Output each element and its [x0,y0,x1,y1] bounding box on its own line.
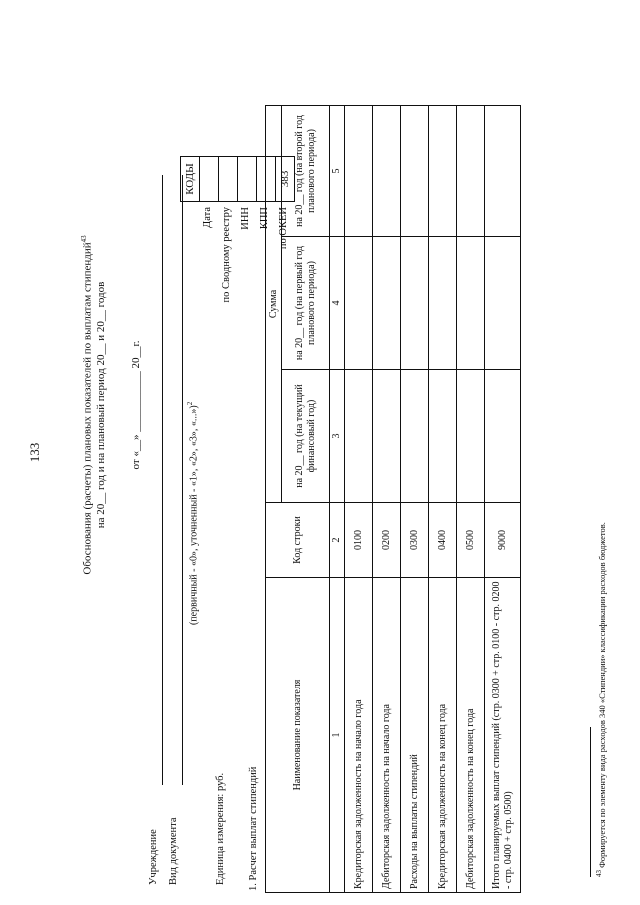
doc-type-hint-text: (первичный - «0», уточненный - «1», «2», «3», «...») [188,405,200,625]
page-number: 133 [27,442,42,463]
row-value-second[interactable] [401,105,429,236]
col-number-3: 3 [330,370,345,503]
codes-label-registry: по Сводному реестру [221,207,232,303]
institution-label: Учреждение [148,829,159,885]
form-title-line1: Обоснования (расчеты) плановых показателей по выплатам стипендий [81,242,94,575]
row-value-first[interactable] [345,237,373,370]
doc-type-label: Вид документа [168,817,179,885]
row-value-second[interactable] [345,105,373,236]
doc-type-hint [186,402,200,625]
codes-label-inn: ИНН [240,207,251,230]
codes-registry-value[interactable] [219,157,238,202]
row-name: Кредиторская задолженность на начало года [345,578,373,893]
footnote [595,177,608,877]
row-value-current[interactable] [373,370,401,503]
row-code-total: 9000 [485,503,521,578]
row-value-first[interactable] [373,237,401,370]
row-code: 0200 [373,503,401,578]
row-name: Дебиторская задолженность на конец года [457,578,485,893]
section-title: 1. Расчет выплат стипендий [248,766,259,891]
row-value-current[interactable] [429,370,457,503]
table-row [457,105,485,892]
row-value-current[interactable] [345,370,373,503]
table-row [429,105,457,892]
row-name: Кредиторская задолженность на конец года [429,578,457,893]
codes-label-okei: по ОКЕИ [278,207,289,250]
header-code: Код строки [266,503,330,578]
table-row [373,105,401,892]
row-value-current[interactable] [485,370,521,503]
form-subtitle: на 20__ год и на плановый период 20__ и 20__ годов [95,281,107,529]
table-row-total [485,105,521,892]
codes-date-value[interactable] [200,157,219,202]
row-code: 0100 [345,503,373,578]
footnote-divider [590,727,591,877]
row-code: 0400 [429,503,457,578]
row-value-second[interactable] [485,105,521,236]
row-value-first[interactable] [429,237,457,370]
row-value-first[interactable] [457,237,485,370]
row-value-second[interactable] [457,105,485,236]
row-value-current[interactable] [457,370,485,503]
header-current-year: на 20__ год (на текущий финансовый год) [282,370,330,503]
date-line: от «__» ___________ 20__г. [130,340,142,470]
col-number-4: 4 [330,237,345,370]
unit-label: Единица измерения: руб. [215,772,226,885]
row-value-second[interactable] [373,105,401,236]
header-first-plan-year: на 20__ год (на первый год планового периода) [282,237,330,370]
row-name: Расходы на выплаты стипендий [401,578,429,893]
header-sum: Сумма [266,105,282,502]
header-name: Наименование показателя [266,578,330,893]
codes-header: КОДЫ [181,157,200,202]
table-row [401,105,429,892]
institution-field-line[interactable] [162,175,163,785]
doc-type-field-line[interactable] [182,175,183,785]
row-name-total: Итого планируемых выплат стипендий (стр. 0300 + стр. 0100 - стр. 0200 - стр. 0400 + стр. 0500) [485,578,521,893]
codes-okei-value[interactable]: 383 [276,157,295,202]
footnote-marker: 43 [595,870,603,877]
form-title-footnote-mark: 43 [80,235,88,243]
row-name: Дебиторская задолженность на начало года [373,578,401,893]
row-value-current[interactable] [401,370,429,503]
codes-label-date: Дата [202,207,213,228]
codes-label-kpp: КПП [259,207,270,230]
col-number-5: 5 [330,105,345,236]
row-code: 0500 [457,503,485,578]
table-row [345,105,373,892]
header-second-plan-year: на 20__ год (на второй год планового периода) [282,105,330,236]
col-number-1: 1 [330,578,345,893]
form-title [80,55,94,755]
row-value-first[interactable] [485,237,521,370]
codes-inn-value[interactable] [238,157,257,202]
footnote-text: Формируется по элементу вида расходов 340 «Стипендии» классификации расходов бюджетов. [596,522,607,868]
doc-type-hint-mark: 2 [186,401,194,406]
col-number-2: 2 [330,503,345,578]
row-code: 0300 [401,503,429,578]
row-value-second[interactable] [429,105,457,236]
payments-table [265,105,521,893]
row-value-first[interactable] [401,237,429,370]
